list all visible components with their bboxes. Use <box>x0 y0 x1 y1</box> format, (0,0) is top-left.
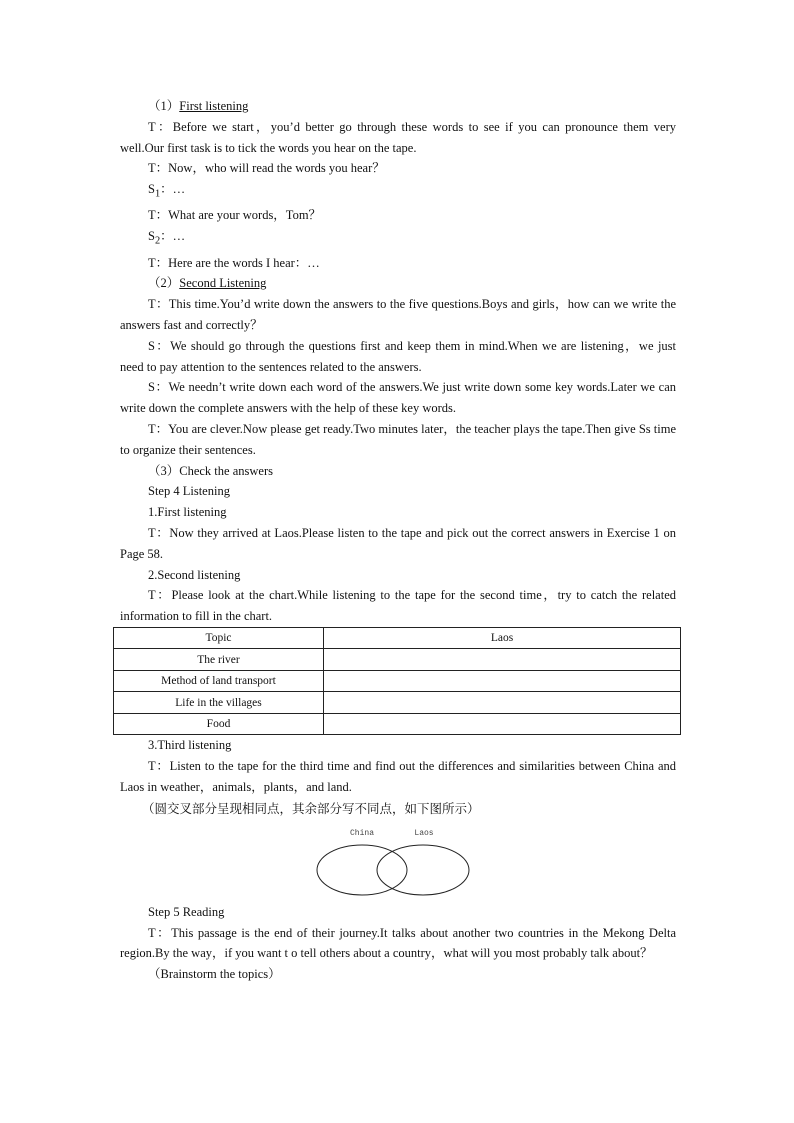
step4-third-listening: 3.Third listening <box>148 738 232 753</box>
table-row <box>114 692 681 714</box>
table-header-row <box>114 627 681 649</box>
step5-title: Step 5 Reading <box>148 904 225 919</box>
paragraph: T：Now，who will read the words you hear？ <box>148 161 385 176</box>
paragraph: $S_1$：… <box>148 182 186 200</box>
section3-heading: （3）Check the answers <box>148 463 273 478</box>
paragraph: T：Now they arrived at Laos.Please listen to the tape and pick out the correct answers in Exercise 1 on Page 58. <box>120 525 676 561</box>
table-cell-topic: Life in the villages <box>114 692 324 714</box>
table-row <box>114 670 681 692</box>
venn-circle-china <box>317 845 407 895</box>
table-header-laos: Laos <box>324 627 681 649</box>
paragraph: T：Listen to the tape for the third time and find out the differences and similarities between China and Laos in weather，animals，plants，and land. <box>120 759 676 795</box>
brainstorm-note: （Brainstorm the topics） <box>148 967 281 982</box>
table-cell-topic: Method of land transport <box>114 670 324 692</box>
document-page <box>120 96 676 985</box>
paragraph: T：You are clever.Now please get ready.Two minutes later，the teacher plays the tape.Then give Ss time to organize their sentences. <box>120 421 676 457</box>
table-cell-blank[interactable] <box>324 713 681 735</box>
paragraph: S：We should go through the questions first and keep them in mind.When we are listening，we just need to pay attention to the sentences related to the answers. <box>120 338 676 374</box>
section1-heading-text: First listening <box>179 99 249 113</box>
section2-heading: （2）Second Listening <box>148 276 267 291</box>
venn-circle-laos <box>377 845 469 895</box>
section2-heading-text: Second Listening <box>179 276 267 291</box>
step4-title: Step 4 Listening <box>148 484 230 499</box>
paragraph: T：Please look at the chart.While listening to the tape for the second time，try to catch the related information to fill in the chart. <box>120 588 676 624</box>
table-cell-blank[interactable] <box>324 649 681 671</box>
step4-first-listening: 1.First listening <box>148 505 227 520</box>
paragraph: T：Here are the words I hear：… <box>148 255 320 270</box>
paragraph: S：We needn’t write down each word of the answers.We just write down some key words.Later we can write down the complete answers with the help of these key words. <box>120 380 676 416</box>
table-cell-blank[interactable] <box>324 670 681 692</box>
section1-heading: （1）First listening <box>148 99 249 113</box>
table-cell-topic: The river <box>114 649 324 671</box>
venn-diagram <box>316 826 476 898</box>
table-row <box>114 649 681 671</box>
venn-label-china: China <box>349 828 375 838</box>
table-cell-topic: Food <box>114 713 324 735</box>
paragraph: T：This time.You’d write down the answers to the five questions.Boys and girls，how can we write the answers fast and correctly？ <box>120 297 676 332</box>
step4-second-listening: 2.Second listening <box>148 567 241 582</box>
venn-label-laos: Laos <box>414 828 434 838</box>
table-row <box>114 713 681 735</box>
paragraph: T：This passage is the end of their journey.It talks about another two countries in the Mekong Delta region.By the way，if you want t o tell others about a country，what will you most probably talk about？ <box>120 925 676 961</box>
paragraph: T：Before we start，you’d better go through these words to see if you can pronounce them very well.Our first task is to tick the words you hear on the tape. <box>120 119 676 155</box>
table-header-topic: Topic <box>114 627 324 649</box>
paragraph: $S_2$：… <box>148 229 186 247</box>
venn-instruction: （圆交叉部分呈现相同点，其余部分写不同点，如下图所示） <box>142 800 480 816</box>
table-cell-blank[interactable] <box>324 692 681 714</box>
paragraph: T：What are your words，Tom？ <box>148 208 322 223</box>
laos-chart-table <box>113 627 681 736</box>
